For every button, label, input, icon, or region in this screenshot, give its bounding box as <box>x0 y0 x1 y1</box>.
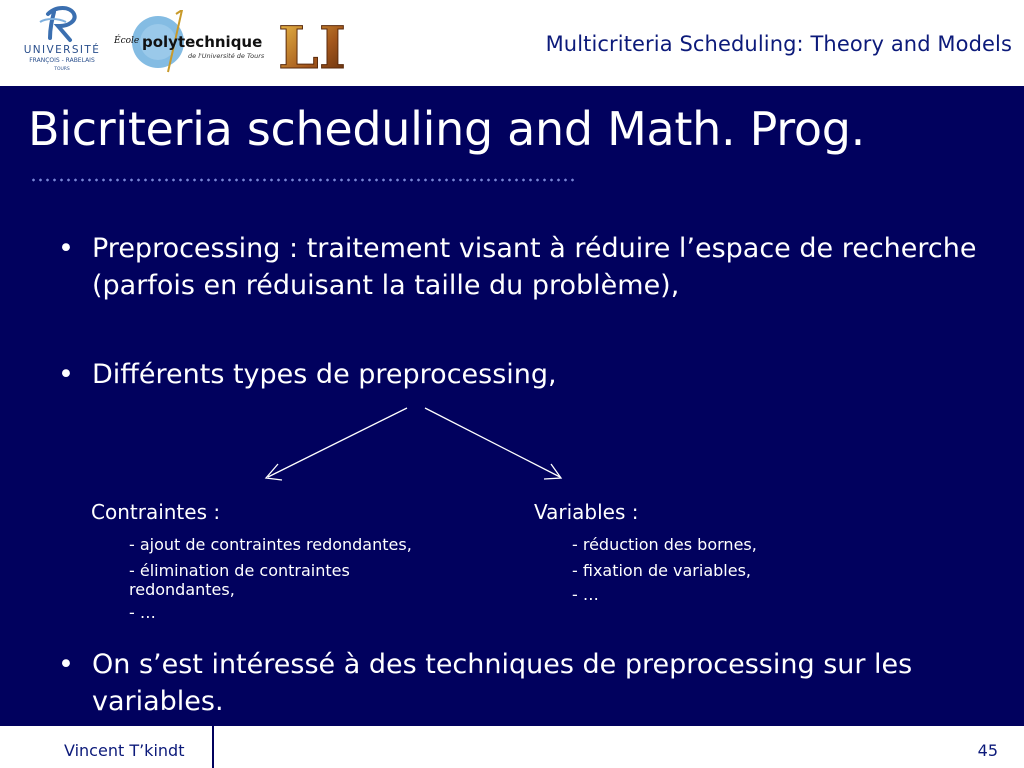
bullet-text: Différents types de preprocessing, <box>92 359 557 390</box>
slide-footer <box>0 724 1024 768</box>
polytechnique-logo-name: polytechnique <box>142 33 263 51</box>
slide-title: Bicriteria scheduling and Math. Prog. <box>28 102 865 156</box>
polytechnique-logo-ecole: École <box>114 36 140 46</box>
contraintes-item: - ajout de contraintes redondantes, <box>129 535 412 554</box>
slide-header <box>0 0 1024 86</box>
arrow-right <box>425 408 560 477</box>
arrow-left-head <box>266 464 282 480</box>
contraintes-item: - élimination de contraintes redondantes, <box>129 561 350 599</box>
li-logo <box>272 10 352 78</box>
arrow-left <box>268 408 407 477</box>
footer-top-rule <box>0 724 1024 726</box>
contraintes-heading: Contraintes : <box>91 500 221 524</box>
bullet-text: On s’est intéressé à des techniques de preprocessing sur les variables. <box>92 649 913 717</box>
branch-arrows <box>0 86 1024 724</box>
bullet-text: Preprocessing : traitement visant à réduire l’espace de recherche (parfois en réduisant la taille du problème), <box>92 233 977 301</box>
contraintes-item: - … <box>129 603 156 622</box>
slide-body <box>0 86 1024 724</box>
variables-item: - réduction des bornes, <box>572 535 757 554</box>
bullet-mark: • <box>58 233 74 264</box>
variables-item: - fixation de variables, <box>572 561 751 580</box>
variables-item: - … <box>572 585 599 604</box>
footer-separator <box>212 724 214 768</box>
page-number: 45 <box>977 741 998 760</box>
footer-author: Vincent T’kindt <box>64 741 185 760</box>
presentation-title: Multicriteria Scheduling: Theory and Models <box>545 32 1012 56</box>
variables-heading: Variables : <box>534 500 639 524</box>
universite-logo-line3: TOURS <box>54 67 70 72</box>
universite-logo-line1: UNIVERSITÉ <box>23 44 101 56</box>
universite-logo <box>10 4 114 74</box>
polytechnique-logo <box>114 10 274 74</box>
bullet-mark: • <box>58 359 74 390</box>
polytechnique-logo-sub: de l'Université de Tours <box>188 52 265 60</box>
universite-logo-line2: FRANÇOIS - RABELAIS <box>29 57 95 64</box>
bullet-mark: • <box>58 649 74 680</box>
li-logo-text: LI <box>278 14 346 78</box>
